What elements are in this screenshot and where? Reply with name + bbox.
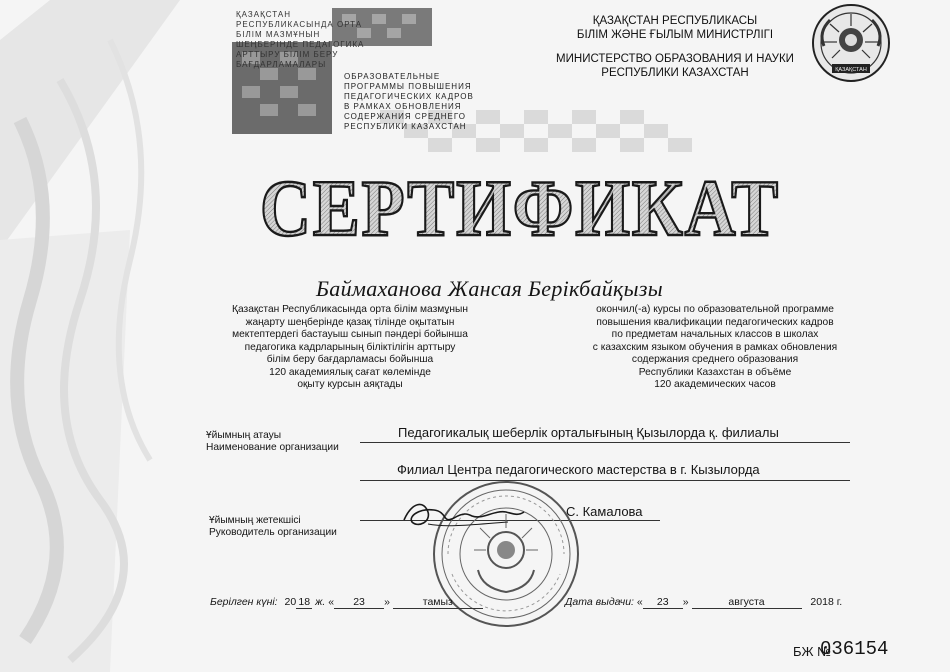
serial-prefix: БЖ № [793,644,832,659]
issue-year-kz: 18 [296,596,312,609]
ru-course-description: окончил(-а) курсы по образовательной программе повышения квалификации педагогических кадров по предметам начальных классов в школах с казахским языком обучения в рамках обновления содержания среднего образования Республики Казахстан в объёме 120 академических часов [592,304,838,390]
ministry-ru-line2: РЕСПУБЛИКИ КАЗАХСТАН [601,67,749,79]
issue-day-ru: 23 [643,596,683,609]
organization-name-ru: Филиал Центра педагогического мастерства в г. Кызылорда [397,462,760,477]
issue-month-ru: августа [692,596,802,609]
watermark-ru-text: ОБРАЗОВАТЕЛЬНЫЕ ПРОГРАММЫ ПОВЫШЕНИЯ ПЕДАГОГИЧЕСКИХ КАДРОВ В РАМКАХ ОБНОВЛЕНИЯ СОДЕРЖАНИЯ СРЕДНЕГО РЕСПУБЛИКИ КАЗАХСТАН [344,72,474,131]
watermark-block [232,8,474,133]
serial-number: 036154 [820,638,889,660]
signature-icon [398,494,528,536]
head-name: С. Камалова [566,504,643,519]
organization-underline-kz [360,442,850,443]
ministry-kz-line2: БІЛІМ ЖӘНЕ ҒЫЛЫМ МИНИСТРЛІГІ [576,29,774,41]
issue-day-kz: 23 [334,596,384,609]
ministry-header [540,14,810,80]
ministry-ru-line1: МИНИСТЕРСТВО ОБРАЗОВАНИЯ И НАУКИ [556,53,794,65]
emblem-label: ҚАЗАҚСТАН [835,67,867,73]
recipient-name: Баймаханова Жансая Берікбайқызы [316,276,663,301]
certificate-title [255,163,785,253]
watermark-kz-text: ҚАЗАҚСТАН РЕСПУБЛИКАСЫНДА ОРТА БІЛІМ МАЗМҰНЫН ШЕҢБЕРІНДЕ ПЕДАГОГИКА АРТТЫРУ БІЛІМ БЕРУ БАҒДАРЛАМАЛАРЫ [236,10,365,69]
head-label: Ұйымның жетекшісі Руководитель организации [209,515,337,538]
state-emblem-icon [810,2,892,84]
organization-name-kz: Педагогикалық шеберлік орталығының Қызылорда қ. филиалы [398,425,779,440]
certificate-title-text: СЕРТИФИКАТ [260,165,780,253]
kz-course-description: Қазақстан Республикасында орта білім мазмұнын жаңарту шеңберінде қазақ тілінде оқытатын мектептердегі бастауыш сынып пәндері бойынша педагогика кадрларының біліктілігін арттыру білім беру бағдарламасы бойынша 120 академиялық сағат көлемінде оқыту курсын аяқтады [232,304,468,390]
organization-label: Ұйымның атауы Наименование организации [206,430,339,453]
ministry-kz-line1: ҚАЗАҚСТАН РЕСПУБЛИКАСЫ [592,15,758,27]
issue-date-ru: Дата выдачи: « 23 » августа 2018 г. [565,596,843,608]
issue-date-kz: Берілген күні: 20 18 ж. « 23 » тамыз [210,596,483,609]
issue-month-kz: тамыз [393,596,483,609]
issue-year-ru: 2018 г. [810,596,843,608]
